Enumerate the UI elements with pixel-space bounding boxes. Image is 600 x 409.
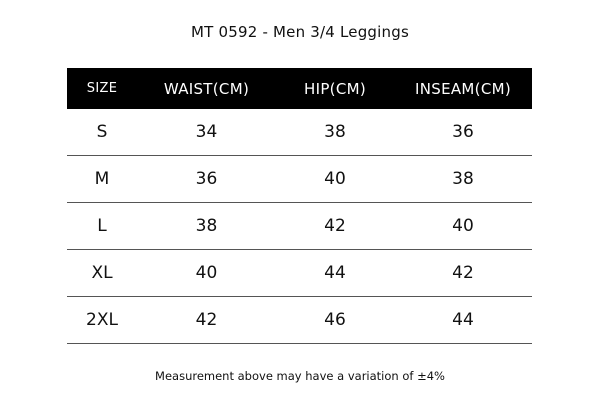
inseam-cell: 36 (452, 122, 474, 142)
inseam-cell: 40 (452, 216, 474, 236)
header-waist: WAIST(CM) (163, 79, 250, 98)
waist-cell: 40 (195, 263, 218, 283)
inseam-cell: 38 (452, 169, 474, 189)
hip-cell: 40 (324, 169, 346, 189)
table-row (67, 203, 532, 250)
header-hip: HIP(CM) (304, 79, 366, 98)
waist-cell: 34 (195, 122, 218, 142)
hip-cell: 38 (324, 122, 346, 142)
inseam-cell: 44 (452, 310, 474, 330)
waist-cell: 36 (195, 169, 218, 189)
inseam-cell: 42 (452, 263, 474, 283)
measurement-note: Measurement above may have a variation of ±4% (155, 369, 445, 383)
table-header-row (67, 68, 532, 109)
waist-cell: 38 (195, 216, 218, 236)
table-row (67, 250, 532, 297)
page-title: MT 0592 - Men 3/4 Leggings (191, 23, 409, 41)
size-cell: S (96, 122, 108, 142)
header-size: SIZE (86, 81, 118, 96)
size-cell: 2XL (86, 310, 118, 330)
size-cell: L (97, 216, 107, 236)
size-cell: M (94, 169, 110, 189)
hip-cell: 42 (324, 216, 346, 236)
waist-cell: 42 (195, 310, 218, 330)
hip-cell: 46 (324, 310, 346, 330)
hip-cell: 44 (324, 263, 346, 283)
header-inseam: INSEAM(CM) (415, 79, 511, 98)
size-chart-table (67, 68, 532, 344)
table-row (67, 109, 532, 156)
table-row (67, 297, 532, 344)
size-cell: XL (91, 263, 113, 283)
table-row (67, 156, 532, 203)
